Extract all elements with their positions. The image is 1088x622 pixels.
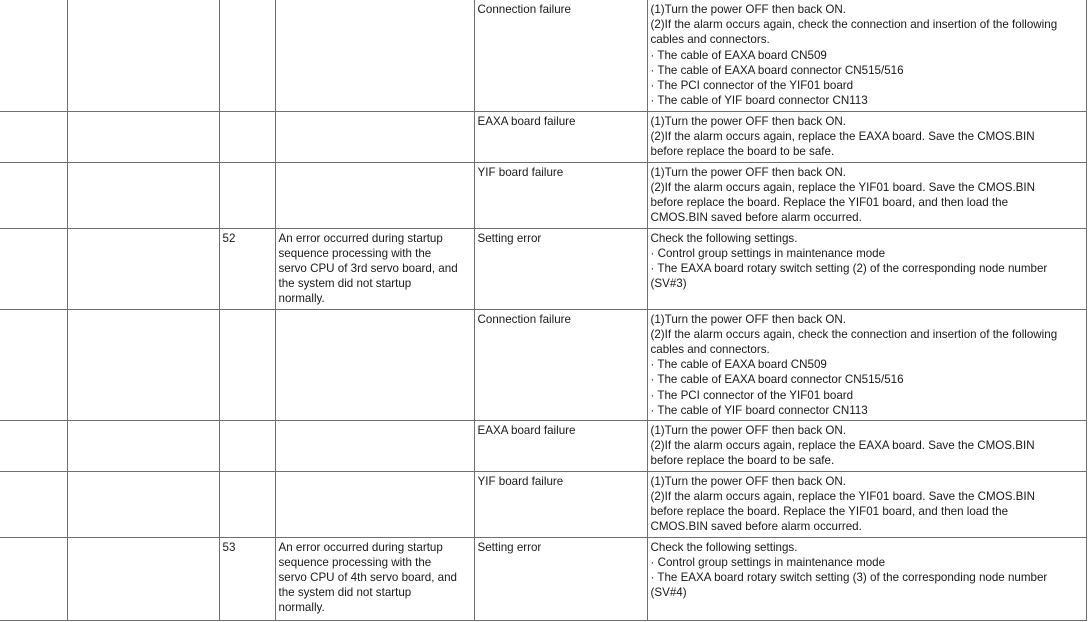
blank-cell bbox=[67, 228, 219, 309]
cause-cell bbox=[474, 228, 647, 309]
alarm-message-cell bbox=[275, 309, 474, 420]
alarm-number-cell bbox=[219, 0, 275, 111]
remedy-line: Check the following settings. bbox=[650, 540, 798, 554]
blank-cell bbox=[67, 0, 219, 111]
alarm-message-cell bbox=[275, 537, 474, 620]
remedy-line: · The cable of EAXA board connector CN515/516 bbox=[650, 63, 904, 77]
remedy-line: · The EAXA board rotary switch setting (2) of the corresponding node number bbox=[650, 261, 1048, 275]
remedy-line: (2)If the alarm occurs again, replace the YIF01 board. Save the CMOS.BIN bbox=[650, 180, 1035, 194]
cause-cell bbox=[474, 537, 647, 620]
remedy-line: before replace the board. Replace the YIF01 board, and then load the bbox=[650, 195, 1009, 209]
remedy-line: (2)If the alarm occurs again, replace the EAXA board. Save the CMOS.BIN bbox=[650, 129, 1035, 143]
alarm-number: 52 bbox=[222, 231, 236, 245]
blank-cell bbox=[0, 309, 67, 420]
alarm-message-line: the system did not startup bbox=[278, 586, 412, 600]
cause-text: EAXA board failure bbox=[477, 114, 576, 128]
remedy-line: (1)Turn the power OFF then back ON. bbox=[650, 114, 846, 128]
alarm-number-cell bbox=[219, 420, 275, 471]
cause-text: Setting error bbox=[477, 540, 542, 554]
blank-cell bbox=[67, 162, 219, 228]
remedy-line: · The cable of EAXA board CN509 bbox=[650, 48, 827, 62]
alarm-message-cell bbox=[275, 471, 474, 537]
alarm-number-cell bbox=[219, 309, 275, 420]
remedy-line: (2)If the alarm occurs again, check the connection and insertion of the following bbox=[650, 327, 1058, 341]
cause-cell bbox=[474, 162, 647, 228]
remedy-line: (2)If the alarm occurs again, replace the YIF01 board. Save the CMOS.BIN bbox=[650, 489, 1035, 503]
remedy-line: · Control group settings in maintenance mode bbox=[650, 246, 886, 260]
remedy-line: · The EAXA board rotary switch setting (3) of the corresponding node number bbox=[650, 570, 1048, 584]
blank-cell bbox=[67, 309, 219, 420]
alarm-number-cell bbox=[219, 537, 275, 620]
remedy-line: before replace the board to be safe. bbox=[650, 144, 835, 158]
table-row bbox=[0, 111, 1086, 162]
remedy-line: · The cable of EAXA board CN509 bbox=[650, 358, 827, 372]
alarm-number-cell bbox=[219, 228, 275, 309]
remedy-cell bbox=[647, 162, 1086, 228]
alarm-message-line: An error occurred during startup bbox=[278, 231, 443, 245]
cause-text: YIF board failure bbox=[477, 165, 564, 179]
remedy-line: (1)Turn the power OFF then back ON. bbox=[650, 474, 846, 488]
remedy-line: · The cable of YIF board connector CN113 bbox=[650, 403, 868, 417]
remedy-line: · The PCI connector of the YIF01 board bbox=[650, 388, 854, 402]
cause-cell bbox=[474, 309, 647, 420]
remedy-cell bbox=[647, 0, 1086, 111]
blank-cell bbox=[0, 0, 67, 111]
remedy-line: before replace the board to be safe. bbox=[650, 453, 835, 467]
cause-text: EAXA board failure bbox=[477, 423, 576, 437]
remedy-cell bbox=[647, 309, 1086, 420]
remedy-line: (1)Turn the power OFF then back ON. bbox=[650, 312, 846, 326]
alarm-number-cell bbox=[219, 471, 275, 537]
remedy-cell bbox=[647, 471, 1086, 537]
table-row bbox=[0, 537, 1086, 620]
table-row bbox=[0, 471, 1086, 537]
alarm-message-line: servo CPU of 4th servo board, and bbox=[278, 570, 458, 584]
blank-cell bbox=[0, 228, 67, 309]
cause-text: Connection failure bbox=[477, 312, 571, 326]
alarm-message-line: the system did not startup bbox=[278, 277, 412, 291]
blank-cell bbox=[0, 162, 67, 228]
remedy-line: cables and connectors. bbox=[650, 33, 770, 47]
alarm-message-line: sequence processing with the bbox=[278, 246, 432, 260]
alarm-message-line: normally. bbox=[278, 292, 325, 306]
alarm-message-line: An error occurred during startup bbox=[278, 540, 443, 554]
remedy-line: (1)Turn the power OFF then back ON. bbox=[650, 165, 846, 179]
alarm-number-cell bbox=[219, 111, 275, 162]
alarm-message-cell bbox=[275, 0, 474, 111]
table-row bbox=[0, 420, 1086, 471]
remedy-line: (SV#3) bbox=[650, 277, 687, 291]
remedy-line: · The PCI connector of the YIF01 board bbox=[650, 79, 854, 93]
remedy-line: CMOS.BIN saved before alarm occurred. bbox=[650, 211, 862, 225]
remedy-line: Check the following settings. bbox=[650, 231, 798, 245]
remedy-line: · The cable of YIF board connector CN113 bbox=[650, 94, 868, 108]
remedy-line: cables and connectors. bbox=[650, 342, 770, 356]
remedy-line: (1)Turn the power OFF then back ON. bbox=[650, 423, 846, 437]
remedy-line: before replace the board. Replace the YIF01 board, and then load the bbox=[650, 504, 1009, 518]
remedy-cell bbox=[647, 111, 1086, 162]
remedy-cell bbox=[647, 420, 1086, 471]
blank-cell bbox=[67, 471, 219, 537]
remedy-line: (2)If the alarm occurs again, replace the EAXA board. Save the CMOS.BIN bbox=[650, 438, 1035, 452]
alarm-message-line: normally. bbox=[278, 601, 325, 615]
cause-cell bbox=[474, 0, 647, 111]
blank-cell bbox=[0, 420, 67, 471]
alarm-message-cell bbox=[275, 228, 474, 309]
alarm-number: 53 bbox=[222, 540, 236, 554]
blank-cell bbox=[0, 537, 67, 620]
remedy-cell bbox=[647, 228, 1086, 309]
remedy-line: CMOS.BIN saved before alarm occurred. bbox=[650, 520, 862, 534]
table-row bbox=[0, 162, 1086, 228]
cause-text: Setting error bbox=[477, 231, 542, 245]
blank-cell bbox=[67, 111, 219, 162]
cause-text: YIF board failure bbox=[477, 474, 564, 488]
remedy-line: · The cable of EAXA board connector CN515/516 bbox=[650, 373, 904, 387]
alarm-message-line: servo CPU of 3rd servo board, and bbox=[278, 261, 458, 275]
cause-cell bbox=[474, 420, 647, 471]
alarm-message-cell bbox=[275, 420, 474, 471]
table-row bbox=[0, 0, 1086, 111]
cause-cell bbox=[474, 111, 647, 162]
alarm-message-cell bbox=[275, 111, 474, 162]
alarm-message-line: sequence processing with the bbox=[278, 555, 432, 569]
cause-cell bbox=[474, 471, 647, 537]
blank-cell bbox=[0, 471, 67, 537]
table-row bbox=[0, 228, 1086, 309]
remedy-line: (SV#4) bbox=[650, 586, 687, 600]
remedy-line: (1)Turn the power OFF then back ON. bbox=[650, 3, 846, 16]
cause-text: Connection failure bbox=[477, 3, 571, 16]
blank-cell bbox=[67, 537, 219, 620]
blank-cell bbox=[67, 420, 219, 471]
remedy-line: · Control group settings in maintenance mode bbox=[650, 555, 886, 569]
table-row bbox=[0, 309, 1086, 420]
alarm-message-cell bbox=[275, 162, 474, 228]
alarm-number-cell bbox=[219, 162, 275, 228]
remedy-cell bbox=[647, 537, 1086, 620]
blank-cell bbox=[0, 111, 67, 162]
remedy-line: (2)If the alarm occurs again, check the connection and insertion of the following bbox=[650, 18, 1058, 32]
